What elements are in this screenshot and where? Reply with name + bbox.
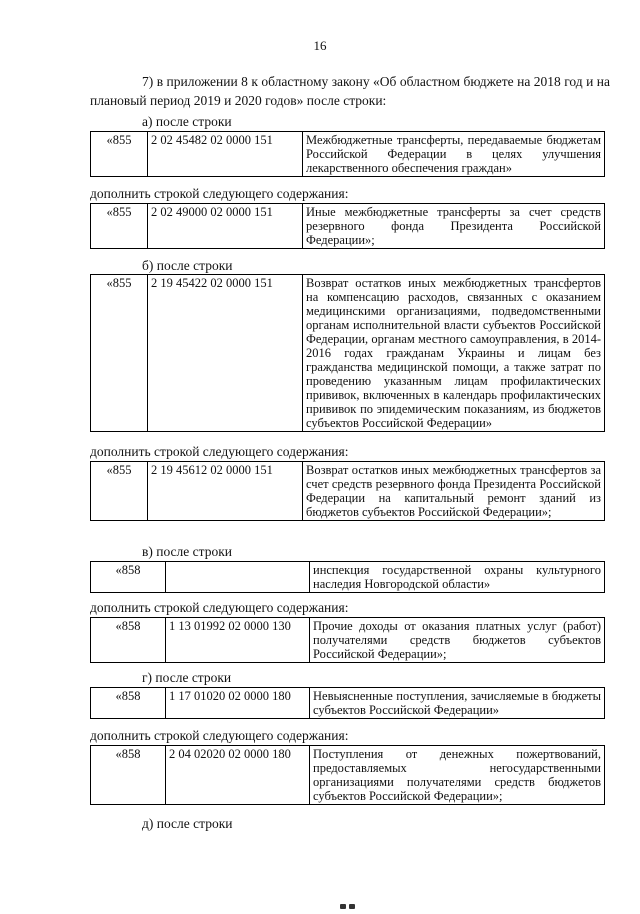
code-cell: «855 bbox=[91, 132, 148, 177]
name-cell: Прочие доходы от оказания платных услуг (работ) получателями средств бюджетов субъектов Российской Федерации»; bbox=[310, 618, 605, 663]
label-v-after: в) после строки bbox=[142, 544, 232, 559]
name-cell: инспекция государственной охраны культурного наследия Новгородской области» bbox=[310, 562, 605, 593]
table-row-7 bbox=[90, 687, 605, 719]
name-cell: Поступления от денежных пожертвований, предоставляемых негосударственными организациями получателями средств бюджетов субъектов Российской Федерации»; bbox=[310, 746, 605, 805]
code-cell: «858 bbox=[91, 562, 166, 593]
kbk-cell: 2 02 45482 02 0000 151 bbox=[148, 132, 303, 177]
kbk-cell: 2 19 45422 02 0000 151 bbox=[148, 275, 303, 432]
name-cell: Возврат остатков иных межбюджетных трансфертов за счет средств резервного фонда Президента Российской Федерации на капитальный ремонт зданий из бюджетов субъектов Российской Федерации»; bbox=[303, 462, 605, 521]
kbk-cell: 1 13 01992 02 0000 130 bbox=[166, 618, 310, 663]
table-row-1 bbox=[90, 131, 605, 177]
table-row-2 bbox=[90, 203, 605, 249]
code-cell: «858 bbox=[91, 746, 166, 805]
code-cell: «855 bbox=[91, 462, 148, 521]
label-g-after: г) после строки bbox=[142, 670, 232, 685]
kbk-cell: 2 02 49000 02 0000 151 bbox=[148, 204, 303, 249]
name-cell: Иные межбюджетные трансферты за счет средств резервного фонда Президента Российской Федерации»; bbox=[303, 204, 605, 249]
kbk-cell: 1 17 01020 02 0000 180 bbox=[166, 688, 310, 719]
table-row-3 bbox=[90, 274, 605, 432]
page-number: 16 bbox=[313, 38, 327, 53]
label-d-after: д) после строки bbox=[142, 816, 233, 831]
label-supplement: дополнить строкой следующего содержания: bbox=[90, 186, 349, 201]
kbk-cell: 2 04 02020 02 0000 180 bbox=[166, 746, 310, 805]
table-row-5 bbox=[90, 561, 605, 593]
code-cell: «855 bbox=[91, 275, 148, 432]
code-cell: «858 bbox=[91, 618, 166, 663]
label-a-after: а) после строки bbox=[142, 114, 232, 129]
label-b-after: б) после строки bbox=[142, 258, 233, 273]
kbk-cell bbox=[166, 562, 310, 593]
label-supplement: дополнить строкой следующего содержания: bbox=[90, 444, 349, 459]
name-cell: Межбюджетные трансферты, передаваемые бюджетам Российской Федерации в целях улучшения лекарственного обеспечения граждан» bbox=[303, 132, 605, 177]
code-cell: «855 bbox=[91, 204, 148, 249]
table-row-6 bbox=[90, 617, 605, 663]
intro-paragraph: 7) в приложении 8 к областному закону «Об областном бюджете на 2018 год и на плановый период 2019 и 2020 годов» после строки: bbox=[90, 74, 610, 108]
label-supplement: дополнить строкой следующего содержания: bbox=[90, 600, 349, 615]
table-row-4 bbox=[90, 461, 605, 521]
code-cell: «858 bbox=[91, 688, 166, 719]
cut-off-page-mark bbox=[340, 896, 380, 902]
table-row-8 bbox=[90, 745, 605, 805]
name-cell: Невыясненные поступления, зачисляемые в бюджеты субъектов Российской Федерации» bbox=[310, 688, 605, 719]
kbk-cell: 2 19 45612 02 0000 151 bbox=[148, 462, 303, 521]
name-cell: Возврат остатков иных межбюджетных трансфертов на компенсацию расходов, связанных с оказанием медицинскими организациями, подведомственными органам исполнительной власти субъектов Российской Федерации, органам местного самоуправления, в 2014-2016 годах гражданам Украины и лицам без гражданства медицинской помощи, а также затрат по проведению указанным лицам профилактических прививок, включенных в календарь профилактических прививок по эпидемическим показаниям, из бюджетов субъектов Российской Федерации» bbox=[303, 275, 605, 432]
label-supplement: дополнить строкой следующего содержания: bbox=[90, 728, 349, 743]
